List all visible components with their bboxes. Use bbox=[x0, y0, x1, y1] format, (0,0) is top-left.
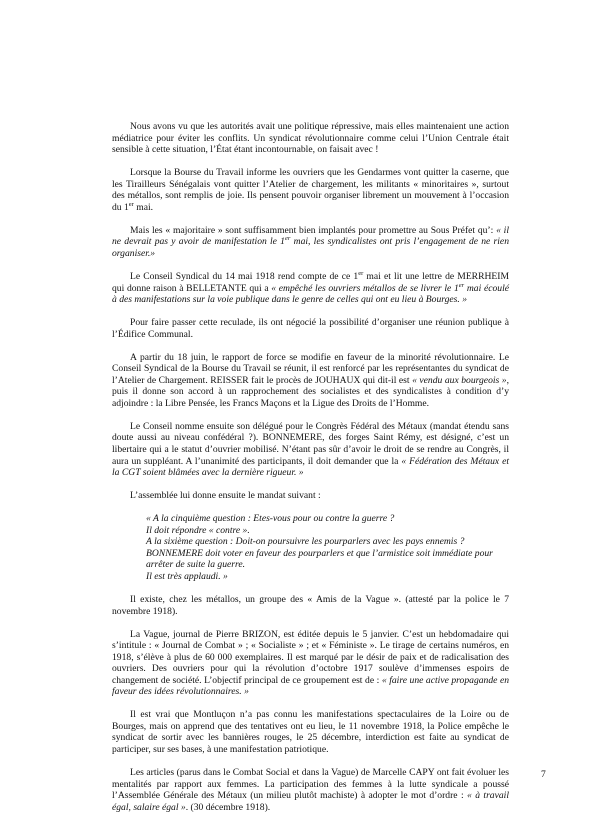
text-segment: , puis il donne son accord à un rapprochement des socialistes et des syndicalistes à condition d’y adjoindre : la Libre Pensée, les Francs Maçons et la Ligue des Droits de l’Homme. bbox=[112, 374, 509, 409]
italic-quotation: « faire une active propagande en faveur des idées révolutionnaires. » bbox=[112, 674, 509, 698]
text-segment: mai et lit une lettre de MERRHEIM qui donne raison à BELLETANTE qui a bbox=[112, 270, 509, 294]
paragraph-p1 bbox=[112, 121, 509, 156]
italic-quotation: er bbox=[284, 235, 291, 243]
paragraph-p2 bbox=[112, 167, 509, 213]
paragraph-p12 bbox=[112, 767, 509, 813]
paragraph-p9 bbox=[112, 594, 509, 617]
text-segment: Lorsque la Bourse du Travail informe les ouvriers que les Gendarmes vont quitter la caserne, que les Tirailleurs Sénégalais vont quitter l’Atelier de chargement, les militants « minoritaires », surtout des métallos, sont remplis de joie. Ils pensent pouvoir organiser librement un mouvement à l’occasion du 1 bbox=[112, 167, 509, 213]
paragraph-p6 bbox=[112, 352, 509, 410]
italic-quotation: « à travail égal, salaire égal » bbox=[112, 790, 509, 813]
quote-line: Il est très applaudi. » bbox=[146, 570, 228, 582]
quote-line: « A la cinquième question : Etes-vous pour ou contre la guerre ? bbox=[146, 513, 395, 525]
text-segment: Pour faire passer cette reculade, ils ont négocié la possibilité d’organiser une réunion publique à l’Édifice Communal. bbox=[112, 317, 509, 340]
text-segment: A partir du 18 juin, le rapport de force se modifie en faveur de la minorité révolutionnaire. Le Conseil Syndical de la Bourse du Travail se réunit, il est renforcé par les représentantes du syndicat de l’Atelier de Chargement. REISSER fait le procès de JOUHAUX qui dit-il est bbox=[112, 351, 509, 386]
quote-line: BONNEMERE doit voter en faveur des pourparlers et que l’armistice soit immédiate pour arrêter de suite la guerre. bbox=[146, 547, 493, 571]
text-segment: . (30 décembre 1918). bbox=[185, 801, 271, 813]
superscript: er bbox=[358, 269, 364, 277]
paragraph-p10 bbox=[112, 629, 509, 698]
paragraphs-after-quote bbox=[112, 594, 509, 813]
paragraph-p5 bbox=[112, 317, 509, 340]
paragraph-p11 bbox=[112, 709, 509, 755]
quote-line: A la sixième question : Doit-on poursuivre les pourparlers avec les pays ennemis ? bbox=[146, 536, 465, 548]
document-page-body bbox=[112, 121, 509, 825]
paragraph-p3 bbox=[112, 225, 509, 260]
mandate-quote-block bbox=[112, 513, 509, 582]
italic-quotation: « empêché les ouvriers métallos de se livrer le 1 bbox=[271, 282, 459, 294]
superscript: er bbox=[128, 200, 134, 208]
text-segment: Mais les « majoritaire » sont suffisamment bien implantés pour promettre au Sous Préfet qu’: bbox=[130, 224, 497, 236]
page-number: 7 bbox=[541, 769, 546, 780]
italic-quotation: mai écoulé à des manifestations sur la voie publique dans le genre de celles qui ont eu lieu à Bourges. » bbox=[112, 282, 509, 306]
paragraph-p4 bbox=[112, 271, 509, 306]
text-segment: Le Conseil nomme ensuite son délégué pour le Congrès Fédéral des Métaux (mandat étendu sans doute aussi au niveau confédéral ?). BONNEMERE, des forges Saint Rémy, est désigné, c’est un libertaire qui a le statut d’ouvrier mobilisé. N’étant pas sûr d’avoir le droit de se rendre au Congrès, il aura un suppléant. A l’unanimité des participants, il doit demander que la bbox=[112, 420, 509, 467]
text-segment: Il existe, chez les métallos, un groupe des « Amis de la Vague ». (attesté par la police le 7 novembre 1918). bbox=[112, 594, 509, 617]
paragraph-p8 bbox=[112, 490, 509, 502]
text-segment: mai. bbox=[133, 201, 154, 213]
text-segment: Les articles (parus dans le Combat Social et dans la Vague) de Marcelle CAPY ont fait évoluer les mentalités par rapport aux femmes. La participation des femmes à la lutte syndicale a poussé l’Assemblée Générale des Métaux (un milieu plutôt machiste) à adopter le mot d’ordre : bbox=[112, 767, 509, 802]
paragraphs-before-quote bbox=[112, 121, 509, 502]
italic-quotation: « il ne devrait pas y avoir de manifestation le 1 bbox=[112, 224, 509, 248]
quote-line: Il doit répondre « contre ». bbox=[146, 524, 250, 536]
italic-quotation: er bbox=[458, 281, 465, 289]
text-segment: Il est vrai que Montluçon n’a pas connu les manifestations spectaculaires de la Loire ou de Bourges, mais on apprend que des tentatives ont eu lieu, le 11 novembre 1918, la Police empêche le syndicat de sortir avec les bannières rouges, le 25 décembre, interdiction est faite au syndicat de participer, sur ses bases, à une manifestation patriotique. bbox=[112, 709, 509, 756]
paragraph-p7 bbox=[112, 421, 509, 479]
italic-quotation: « Fédération des Métaux et la CGT soient blâmées avec la dernière rigueur. » bbox=[112, 455, 509, 479]
text-segment: Le Conseil Syndical du 14 mai 1918 rend compte de ce 1 bbox=[130, 270, 359, 282]
text-segment: La Vague, journal de Pierre BRIZON, est éditée depuis le 5 janvier. C’est un hebdomadaire qui s’intitule : « Journal de Combat » ; « Socialiste » ; et « Féministe ». Le tirage de certains numéros, en 1918, s’élève à plus de 60 000 exemplaires. Il est marqué par le désir de paix et de radicalisation des ouvriers. Des ouvriers pour qui la révolution d’octobre 1917 soulève d’immenses espoirs de changement de société. L’objectif principal de ce groupement est de : bbox=[112, 628, 509, 686]
italic-quotation: mai, les syndicalistes ont pris l’engagement de ne rien organiser.» bbox=[112, 236, 509, 259]
text-segment: Nous avons vu que les autorités avait une politique répressive, mais elles maintenaient une action médiatrice pour éviter les conflits. Un syndicat révolutionnaire comme celui l’Union Centrale était sensible à cette situation, l’État étant incontournable, on faisait avec ! bbox=[112, 121, 509, 156]
text-segment: L’assemblée lui donne ensuite le mandat suivant : bbox=[130, 490, 321, 502]
italic-quotation: « vendu aux bourgeois » bbox=[412, 374, 507, 386]
